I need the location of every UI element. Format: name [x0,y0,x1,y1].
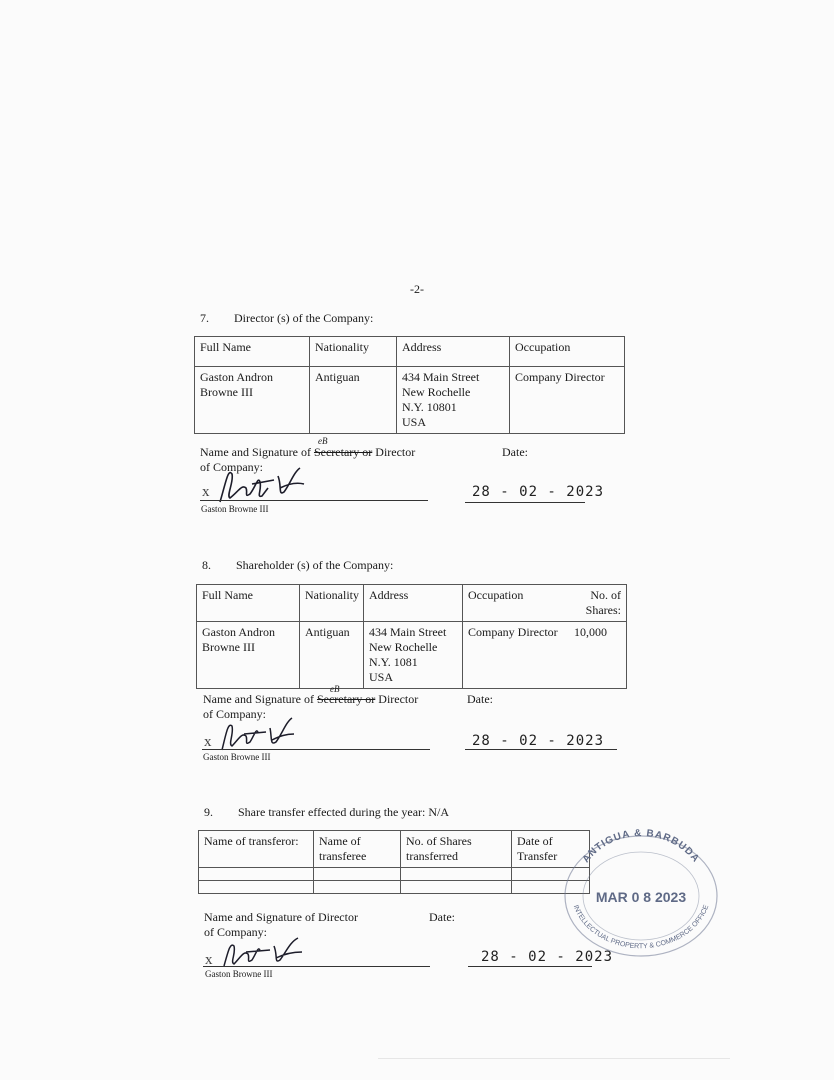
official-stamp [562,826,720,958]
cell-line: New Rochelle [369,640,438,654]
share-transfer-table [198,830,590,894]
handwritten-date: 28 - 02 - 2023 [481,949,614,965]
signer-name: Gaston Browne III [203,752,271,762]
header-occupation: Occupation [510,337,625,367]
cell-line: Gaston Andron [200,370,273,384]
cell-line: Browne III [202,640,255,654]
table-header-row [199,831,590,868]
section-7-number: 7. [200,311,209,325]
caption-text: Director [375,445,416,459]
signature-caption [203,692,418,707]
stamp-date: MAR 0 8 2023 [595,889,687,905]
stamp-top-text: ANTIGUA & BARBUDA [580,827,702,865]
svg-text:ANTIGUA & BARBUDA [581,828,702,865]
table-row [197,622,627,689]
cell-nationality: Antiguan [300,622,364,689]
section-8-heading [202,558,393,573]
cell-line: N.Y. 10801 [402,400,457,414]
struck-text: Secretary or [316,692,376,706]
cell-line: USA [369,670,394,684]
section-9-heading [204,805,449,820]
empty-cell [401,868,512,881]
date-label: Date: [429,910,455,924]
cell-line: 434 Main Street [402,370,480,384]
table-row [199,881,590,894]
caption-company: of Company: [204,925,267,939]
header-full-name: Full Name [197,585,300,622]
date-label: Date: [502,445,528,459]
empty-cell [401,881,512,894]
cell-nationality: Antiguan [310,367,397,434]
cell-shares: 10,000 [569,622,627,689]
cell-full-name [195,367,310,434]
x-mark: x [205,952,213,968]
date-label: Date: [467,692,493,706]
initials-mark: eB [318,436,328,446]
header-address: Address [397,337,510,367]
header-nationality: Nationality [300,585,364,622]
header-transferor: Name of transferor: [199,831,314,868]
cell-full-name [197,622,300,689]
caption-company: of Company: [203,707,266,721]
section-8-number: 8. [202,558,211,572]
initials-mark: eB [330,684,340,694]
struck-text: Secretary or [313,445,373,459]
signer-name: Gaston Browne III [201,504,269,514]
table-header-row [197,585,627,622]
cell-address [364,622,463,689]
header-shares-transferred: No. of Shares transferred [401,831,512,868]
empty-cell [199,868,314,881]
header-occupation: Occupation [463,585,570,622]
page-edge-line [378,1058,730,1059]
empty-cell [314,868,401,881]
header-nationality: Nationality [310,337,397,367]
x-mark: x [202,484,210,500]
cell-line: Gaston Andron [202,625,275,639]
signature-caption [200,445,415,460]
page-number: -2- [410,282,424,296]
cell-line: 434 Main Street [369,625,447,639]
cell-address [397,367,510,434]
header-full-name: Full Name [195,337,310,367]
cell-occupation: Company Director [463,622,570,689]
header-address: Address [364,585,463,622]
cell-line: N.Y. 1081 [369,655,418,669]
svg-text:INTELLECTUAL PROPERTY & COMMER [572,904,711,950]
caption-text: Name and Signature of [203,692,314,706]
caption-company: of Company: [200,460,263,474]
table-header-row [195,337,625,367]
table-row [195,367,625,434]
cell-occupation: Company Director [510,367,625,434]
section-7-title: Director (s) of the Company: [234,311,374,325]
handwritten-date: 28 - 02 - 2023 [472,733,605,749]
cell-line: USA [402,415,427,429]
shareholders-table [196,584,627,689]
section-9-title: Share transfer effected during the year: N/A [238,805,450,819]
empty-cell [199,881,314,894]
handwritten-date: 28 - 02 - 2023 [472,484,605,500]
x-mark: x [204,734,212,750]
caption-text: Name and Signature of [200,445,311,459]
table-row [199,868,590,881]
empty-cell [314,881,401,894]
section-9-number: 9. [204,805,213,819]
section-7-heading [200,311,373,326]
cell-line: New Rochelle [402,385,471,399]
section-8-title: Shareholder (s) of the Company: [236,558,394,572]
cell-line: Browne III [200,385,253,399]
header-shares: No. of Shares: [569,585,627,622]
directors-table [194,336,625,434]
signature-caption: Name and Signature of Director [204,910,358,924]
header-date-of-transfer: Date of Transfer [512,831,590,868]
signature-image [214,712,298,754]
header-transferee: Name of transferee [314,831,401,868]
stamp-bottom-text: INTELLECTUAL PROPERTY & COMMERCE OFFICE [571,904,711,951]
signer-name: Gaston Browne III [205,969,273,979]
caption-text: Director [378,692,419,706]
